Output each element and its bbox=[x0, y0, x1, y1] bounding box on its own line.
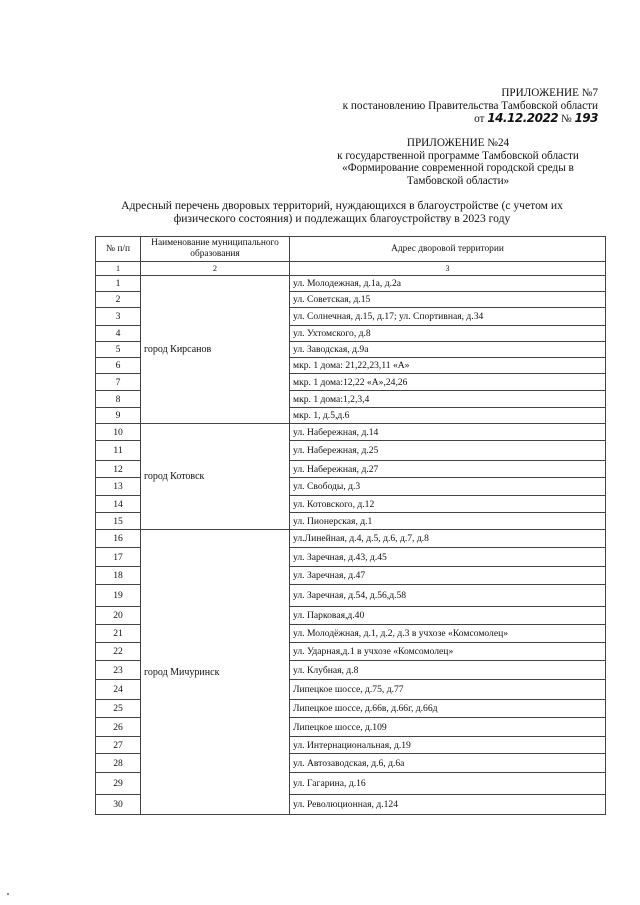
address-cell: ул. Гагарина, д.16 bbox=[290, 773, 606, 795]
address-cell: ул. Ударная,д.1 в учхозе «Комсомолец» bbox=[290, 643, 606, 661]
column-number-row bbox=[96, 262, 606, 276]
row-number: 3 bbox=[96, 308, 141, 326]
address-cell: ул. Набережная, д.25 bbox=[290, 441, 606, 461]
document-title bbox=[100, 199, 584, 225]
row-number: 11 bbox=[96, 441, 141, 461]
from-label: от bbox=[474, 113, 485, 126]
address-cell: ул. Пионерская, д.1 bbox=[290, 513, 606, 530]
row-number: 14 bbox=[96, 496, 141, 513]
appendix-7-date-line bbox=[343, 112, 598, 126]
address-cell: ул. Солнечная, д.15, д.17; ул. Спортивная, д.34 bbox=[290, 308, 606, 326]
row-number: 20 bbox=[96, 607, 141, 625]
row-number: 9 bbox=[96, 408, 141, 424]
row-number: 1 bbox=[96, 276, 141, 292]
table-row bbox=[96, 276, 606, 292]
row-number: 15 bbox=[96, 513, 141, 530]
column-number-2: 2 bbox=[141, 262, 290, 276]
address-cell: мкр. 1 дома:1,2,3,4 bbox=[290, 391, 606, 408]
column-number-1: 1 bbox=[96, 262, 141, 276]
row-number: 10 bbox=[96, 424, 141, 441]
municipality-name: город Мичуринск bbox=[141, 530, 290, 815]
row-number: 7 bbox=[96, 374, 141, 391]
row-number: 24 bbox=[96, 680, 141, 700]
row-number: 5 bbox=[96, 342, 141, 358]
header-address: Адрес дворовой территории bbox=[290, 237, 606, 262]
address-cell: ул. Революционная, д.124 bbox=[290, 795, 606, 815]
address-cell: ул. Набережная, д.27 bbox=[290, 461, 606, 478]
table-row bbox=[96, 530, 606, 548]
row-number: 28 bbox=[96, 754, 141, 773]
appendix-7-title: ПРИЛОЖЕНИЕ №7 bbox=[501, 87, 598, 99]
address-cell: ул. Заречная, д.47 bbox=[290, 567, 606, 585]
row-number: 29 bbox=[96, 773, 141, 795]
row-number: 23 bbox=[96, 661, 141, 680]
address-cell: ул. Заречная, д.43, д.45 bbox=[290, 548, 606, 567]
table-header-row bbox=[96, 237, 606, 262]
document-title-line1: Адресный перечень дворовых территорий, нуждающихся в благоустройстве (с учетом их bbox=[121, 199, 563, 212]
row-number: 17 bbox=[96, 548, 141, 567]
row-number: 18 bbox=[96, 567, 141, 585]
row-number: 25 bbox=[96, 700, 141, 718]
appendix-24-line4: Тамбовской области» bbox=[406, 174, 510, 187]
row-number: 22 bbox=[96, 643, 141, 661]
row-number: 4 bbox=[96, 326, 141, 342]
address-cell: мкр. 1 дома:12,22 «А»,24,26 bbox=[290, 374, 606, 391]
row-number: 2 bbox=[96, 292, 141, 308]
appendix-7-header bbox=[343, 87, 598, 126]
address-cell: ул. Интернациональная, д.19 bbox=[290, 737, 606, 754]
row-number: 12 bbox=[96, 461, 141, 478]
row-number: 6 bbox=[96, 358, 141, 374]
header-municipality: Наименование муниципального образования bbox=[141, 237, 290, 262]
document-title-line2: физического состояния) и подлежащих благоустройству в 2023 году bbox=[173, 212, 511, 225]
table-row bbox=[96, 424, 606, 441]
address-cell: ул. Молодёжная, д.1, д.2, д.3 в учхозе «Комсомолец» bbox=[290, 625, 606, 643]
handwritten-number: 193 bbox=[574, 111, 598, 126]
address-cell: ул.Линейная, д.4, д.5, д.6, д.7, д.8 bbox=[290, 530, 606, 548]
column-number-3: 3 bbox=[290, 262, 606, 276]
address-cell: ул. Клубная, д.8 bbox=[290, 661, 606, 680]
address-cell: Липецкое шоссе, д.109 bbox=[290, 718, 606, 737]
scan-speck bbox=[7, 893, 9, 895]
row-number: 13 bbox=[96, 478, 141, 496]
address-cell: ул. Заводская, д.9а bbox=[290, 342, 606, 358]
address-cell: Липецкое шоссе, д.75, д.77 bbox=[290, 680, 606, 700]
appendix-7-basis: к постановлению Правительства Тамбовской области bbox=[342, 99, 598, 112]
appendix-24-title: ПРИЛОЖЕНИЕ №24 bbox=[406, 137, 510, 149]
appendix-24-line3: «Формирование современной городской среды в bbox=[342, 162, 574, 175]
address-cell: ул. Советская, д.15 bbox=[290, 292, 606, 308]
row-number: 8 bbox=[96, 391, 141, 408]
address-cell: ул. Автозаводская, д.6, д.6а bbox=[290, 754, 606, 773]
address-cell: мкр. 1, д.5,д.6 bbox=[290, 408, 606, 424]
row-number: 16 bbox=[96, 530, 141, 548]
address-cell: ул. Заречная, д.54, д.56,д.58 bbox=[290, 585, 606, 607]
address-table bbox=[95, 236, 606, 815]
row-number: 26 bbox=[96, 718, 141, 737]
row-number: 27 bbox=[96, 737, 141, 754]
address-cell: мкр. 1 дома: 21,22,23,11 «А» bbox=[290, 358, 606, 374]
address-cell: ул. Котовского, д.12 bbox=[290, 496, 606, 513]
row-number: 30 bbox=[96, 795, 141, 815]
number-label: № bbox=[560, 113, 572, 126]
handwritten-date: 14.12.2022 bbox=[487, 111, 559, 126]
row-number: 19 bbox=[96, 585, 141, 607]
municipality-name: город Кирсанов bbox=[141, 276, 290, 424]
row-number: 21 bbox=[96, 625, 141, 643]
appendix-24-line2: к государственной программе Тамбовской области bbox=[337, 149, 579, 162]
municipality-name: город Котовск bbox=[141, 424, 290, 530]
address-cell: Липецкое шоссе, д.66в, д.66г, д.66д bbox=[290, 700, 606, 718]
address-cell: ул. Ухтомского, д.8 bbox=[290, 326, 606, 342]
address-cell: ул. Набережная, д.14 bbox=[290, 424, 606, 441]
appendix-24-header bbox=[318, 137, 598, 187]
address-cell: ул. Парковая,д.40 bbox=[290, 607, 606, 625]
address-cell: ул. Свободы, д.3 bbox=[290, 478, 606, 496]
address-cell: ул. Молодежная, д.1а, д.2а bbox=[290, 276, 606, 292]
header-number: № п/п bbox=[96, 237, 141, 262]
